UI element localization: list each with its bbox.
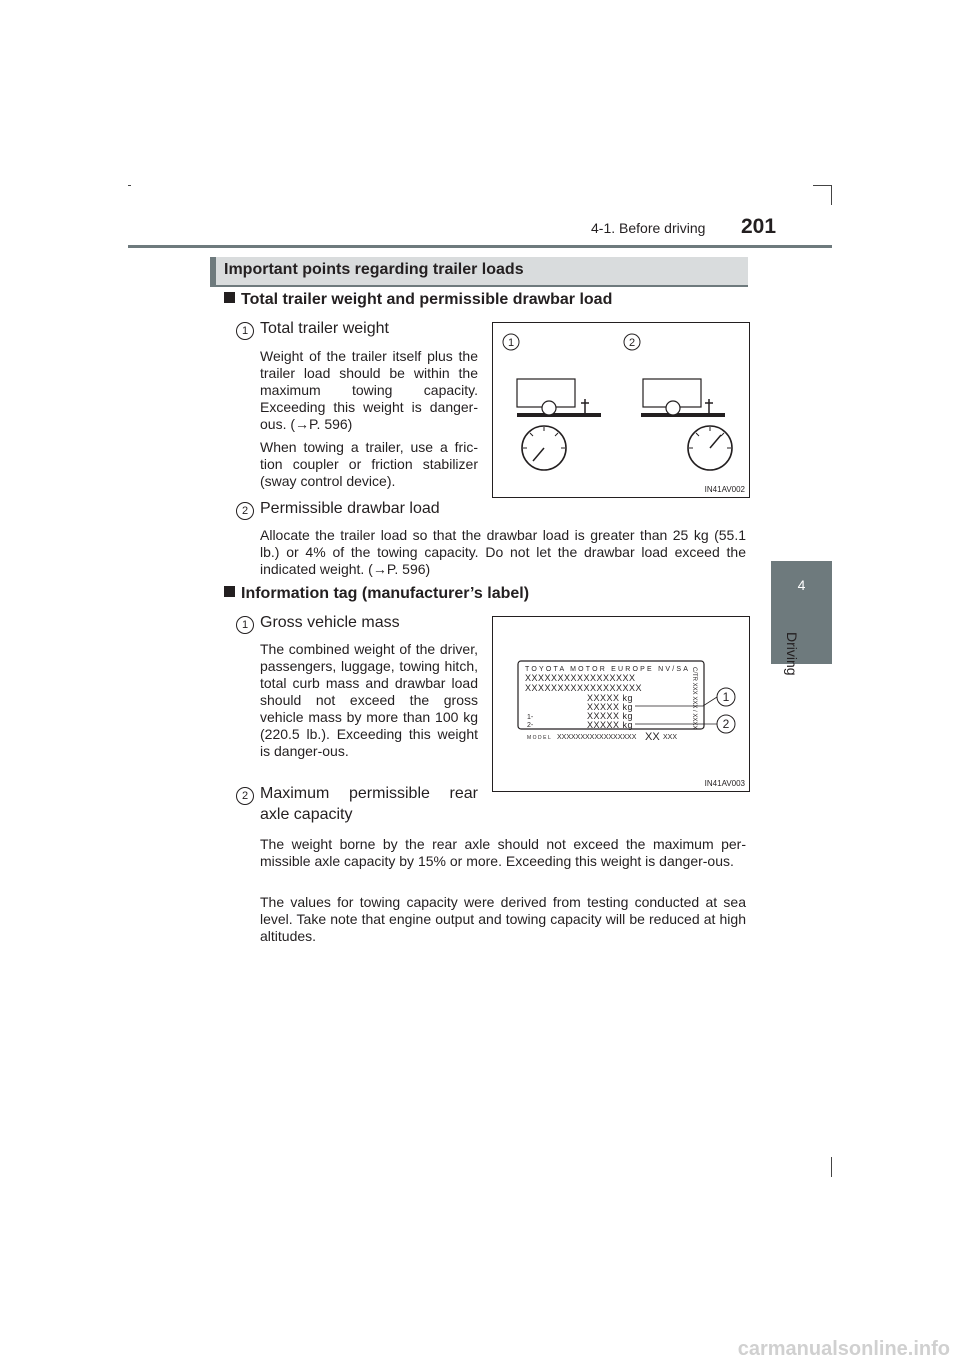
label-row-1: 1-: [527, 714, 534, 721]
page-number: 201: [741, 215, 777, 238]
square-bullet-icon: [224, 292, 235, 303]
crop-mark-bottom-right-v: [831, 1157, 832, 1177]
item-paragraph: When towing a trailer, use a fric-tion coupler or friction stabilizer (sway control device).: [260, 439, 478, 489]
manufacturer-label-illustration: [493, 617, 749, 791]
label-model-xxx: XXX: [663, 734, 678, 741]
crop-mark-top-right-v: [831, 185, 832, 205]
item-paragraph: Allocate the trailer load so that the drawbar load is greater than 25 kg (55.1 lb.) or 4% of the towing capacity. Do not let the drawbar load exceed the indicated weight. (→P. 596): [260, 527, 746, 577]
label-side-text: C/TR XXX XXX / XXXX: [691, 667, 697, 730]
watermark: carmanualsonline.info: [737, 1338, 950, 1360]
label-line-1: XXXXXXXXXXXXXXXXX: [525, 673, 636, 683]
label-kg-4: XXXXX kg: [587, 720, 634, 730]
chapter-label: Driving: [784, 632, 800, 676]
callout-1: 1: [507, 337, 515, 349]
crop-mark-top-right-h: [813, 185, 832, 186]
label-model-xx: XX: [645, 731, 660, 743]
item-title: Gross vehicle mass: [260, 614, 400, 631]
label-kg-2: XXXXX kg: [587, 702, 634, 712]
label-model-value: XXXXXXXXXXXXXXXXX: [557, 734, 637, 741]
figure-trailer-weight: [492, 322, 750, 498]
subheading-text: Information tag (manufacturer’s label): [241, 585, 530, 602]
item-number-badge: 1: [236, 322, 254, 340]
label-kg-3: XXXXX kg: [587, 711, 634, 721]
figure-code: IN41AV003: [704, 779, 745, 788]
callout-1: 1: [722, 690, 730, 704]
trailer-wheel-right: [666, 401, 680, 415]
item-title-line-2: axle capacity: [260, 806, 353, 823]
item-title-line-1: Maximum permissible rear: [260, 785, 478, 802]
section-title-accent: [210, 257, 216, 287]
drawbar-right: [641, 413, 725, 417]
label-line-2: XXXXXXXXXXXXXXXXXX: [525, 683, 643, 693]
trailer-gauge-illustration: [493, 323, 749, 497]
crop-mark-left: [128, 185, 131, 186]
drawbar-left: [517, 413, 601, 417]
callout-2: 2: [628, 337, 636, 349]
section-title: Important points regarding trailer loads: [224, 261, 524, 278]
item-paragraph: The combined weight of the driver, passengers, luggage, towing hitch, total curb mass and drawbar load should not exceed the gross vehicle mass by more than 100 kg (220.5 lb.). Exceeding this weight is danger-ous.: [260, 641, 478, 759]
figure-information-tag: [492, 616, 750, 792]
figure-code: IN41AV002: [704, 485, 745, 494]
item-number-badge: 2: [236, 787, 254, 805]
item-paragraph: The values for towing capacity were derived from testing conducted at sea level. Take note that engine output and towing capacity will be reduced at high altitudes.: [260, 894, 746, 944]
item-number-badge: 1: [236, 616, 254, 634]
subheading-information-tag: [224, 585, 529, 603]
subheading-text: Total trailer weight and permissible drawbar load: [241, 291, 613, 308]
item-number-badge: 2: [236, 502, 254, 520]
chapter-number: 4: [797, 577, 806, 593]
section-label: 4-1. Before driving: [591, 220, 706, 236]
item-paragraph: Weight of the trailer itself plus the trailer load should be within the maximum towing capacity. Exceeding this weight is danger-ous. (→P. 596): [260, 348, 478, 432]
item-paragraph: The weight borne by the rear axle should not exceed the maximum per-missible axle capacity by 15% or more. Exceeding this weight is danger-ous.: [260, 836, 746, 869]
label-row-2: 2-: [527, 722, 534, 729]
square-bullet-icon: [224, 586, 235, 597]
subheading-trailer-weight: [224, 291, 612, 309]
header-rule: [128, 245, 832, 248]
hitch-left: [581, 399, 589, 413]
label-kg-1: XXXXX kg: [587, 693, 634, 703]
label-maker: TOYOTA MOTOR EUROPE NV/SA: [525, 666, 691, 673]
item-title: Permissible drawbar load: [260, 500, 440, 517]
trailer-wheel-left: [542, 401, 556, 415]
callout-2: 2: [722, 717, 730, 731]
item-title: Total trailer weight: [260, 320, 389, 337]
hitch-right: [705, 399, 713, 413]
label-model: MODEL: [527, 735, 553, 741]
